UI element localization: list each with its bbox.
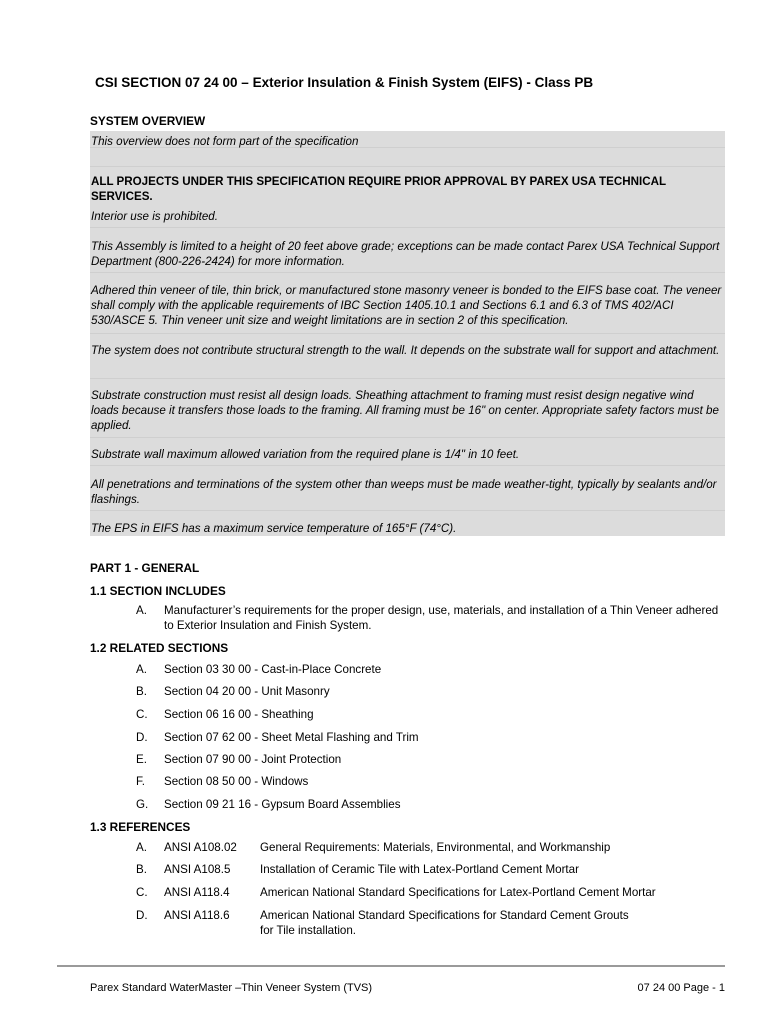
reference-title: General Requirements: Materials, Environmental, and Workmanship xyxy=(260,841,611,854)
item-letter: D. xyxy=(136,909,148,922)
footer-page-number: 07 24 00 Page - 1 xyxy=(637,982,725,994)
item-text: Section 08 50 00 - Windows xyxy=(164,775,309,788)
item-letter: D. xyxy=(136,731,148,744)
item-letter: A. xyxy=(136,604,147,617)
overview-divider xyxy=(90,465,725,466)
item-text: Manufacturer’s requirements for the proper design, use, materials, and installation of a Thin Veneer adhered to Exterior Insulation and Finish System. xyxy=(164,604,719,632)
item-text: Section 07 90 00 - Joint Protection xyxy=(164,753,342,766)
overview-divider xyxy=(90,227,725,228)
section-heading: 1.3 REFERENCES xyxy=(90,820,191,834)
overview-paragraph: This Assembly is limited to a height of 20 feet above grade; exceptions can be made contact Parex USA Technical Support Department (800-226-2424) for more information. xyxy=(91,240,720,268)
overview-divider xyxy=(90,510,725,511)
reference-title: American National Standard Specifications for Latex-Portland Cement Mortar xyxy=(260,886,656,899)
item-letter: G. xyxy=(136,798,149,811)
overview-paragraph: Substrate construction must resist all design loads. Sheathing attachment to framing must resist design negative wind loads because it transfers those loads to the framing. All framing must be 16" on center. Appropriate safety factors must be applied. xyxy=(91,389,719,432)
reference-title: Installation of Ceramic Tile with Latex-Portland Cement Mortar xyxy=(260,863,579,876)
footer-divider xyxy=(57,965,725,967)
item-letter: C. xyxy=(136,708,148,721)
item-letter: A. xyxy=(136,663,147,676)
item-text: Section 06 16 00 - Sheathing xyxy=(164,708,314,721)
item-letter: B. xyxy=(136,685,147,698)
overview-paragraph: Adhered thin veneer of tile, thin brick, or manufactured stone masonry veneer is bonded to the EIFS base coat. The veneer shall comply with the applicable requirements of IBC Section 1405.10.1 and Sections 6.1 and 6.3 of TMS 402/ACI 530/ASCE 5. Thin veneer unit size and weight limitations are in section 2 of this specification. xyxy=(91,284,722,327)
reference-code: ANSI A118.4 xyxy=(164,886,230,899)
approval-notice: ALL PROJECTS UNDER THIS SPECIFICATION REQUIRE PRIOR APPROVAL BY PAREX USA TECHNICAL SERVICES. xyxy=(91,175,666,203)
part-heading: PART 1 - GENERAL xyxy=(90,561,200,575)
overview-note: This overview does not form part of the specification xyxy=(91,135,359,148)
overview-paragraph: Substrate wall maximum allowed variation from the required plane is 1/4" in 10 feet. xyxy=(91,448,520,461)
item-letter: A. xyxy=(136,841,147,854)
reference-code: ANSI A108.02 xyxy=(164,841,237,854)
section-heading: 1.2 RELATED SECTIONS xyxy=(90,641,229,655)
overview-heading: SYSTEM OVERVIEW xyxy=(90,114,206,128)
overview-paragraph: The system does not contribute structural strength to the wall. It depends on the substrate wall for support and attachment. xyxy=(91,344,720,357)
document-title: CSI SECTION 07 24 00 – Exterior Insulation & Finish System (EIFS) - Class PB xyxy=(95,75,594,90)
reference-code: ANSI A118.6 xyxy=(164,909,230,922)
footer-left: Parex Standard WaterMaster –Thin Veneer System (TVS) xyxy=(90,982,373,994)
reference-title: American National Standard Specifications for Standard Cement Grouts for Tile installation. xyxy=(260,909,629,937)
item-letter: E. xyxy=(136,753,147,766)
overview-divider xyxy=(90,437,725,438)
section-heading: 1.1 SECTION INCLUDES xyxy=(90,584,226,598)
item-letter: C. xyxy=(136,886,148,899)
overview-divider xyxy=(90,272,725,273)
item-letter: F. xyxy=(136,775,146,788)
overview-paragraph: All penetrations and terminations of the system other than weeps must be made weather-tight, typically by sealants and/or flashings. xyxy=(91,478,717,506)
item-text: Section 03 30 00 - Cast-in-Place Concrete xyxy=(164,663,382,676)
overview-paragraph: The EPS in EIFS has a maximum service temperature of 165°F (74°C). xyxy=(91,522,457,535)
item-text: Section 04 20 00 - Unit Masonry xyxy=(164,685,330,698)
item-text: Section 07 62 00 - Sheet Metal Flashing and Trim xyxy=(164,731,419,744)
item-letter: B. xyxy=(136,863,147,876)
overview-divider xyxy=(90,166,725,167)
item-text: Section 09 21 16 - Gypsum Board Assemblies xyxy=(164,798,401,811)
overview-divider xyxy=(90,378,725,379)
overview-divider xyxy=(90,333,725,334)
overview-paragraph: Interior use is prohibited. xyxy=(91,210,218,223)
reference-code: ANSI A108.5 xyxy=(164,863,231,876)
